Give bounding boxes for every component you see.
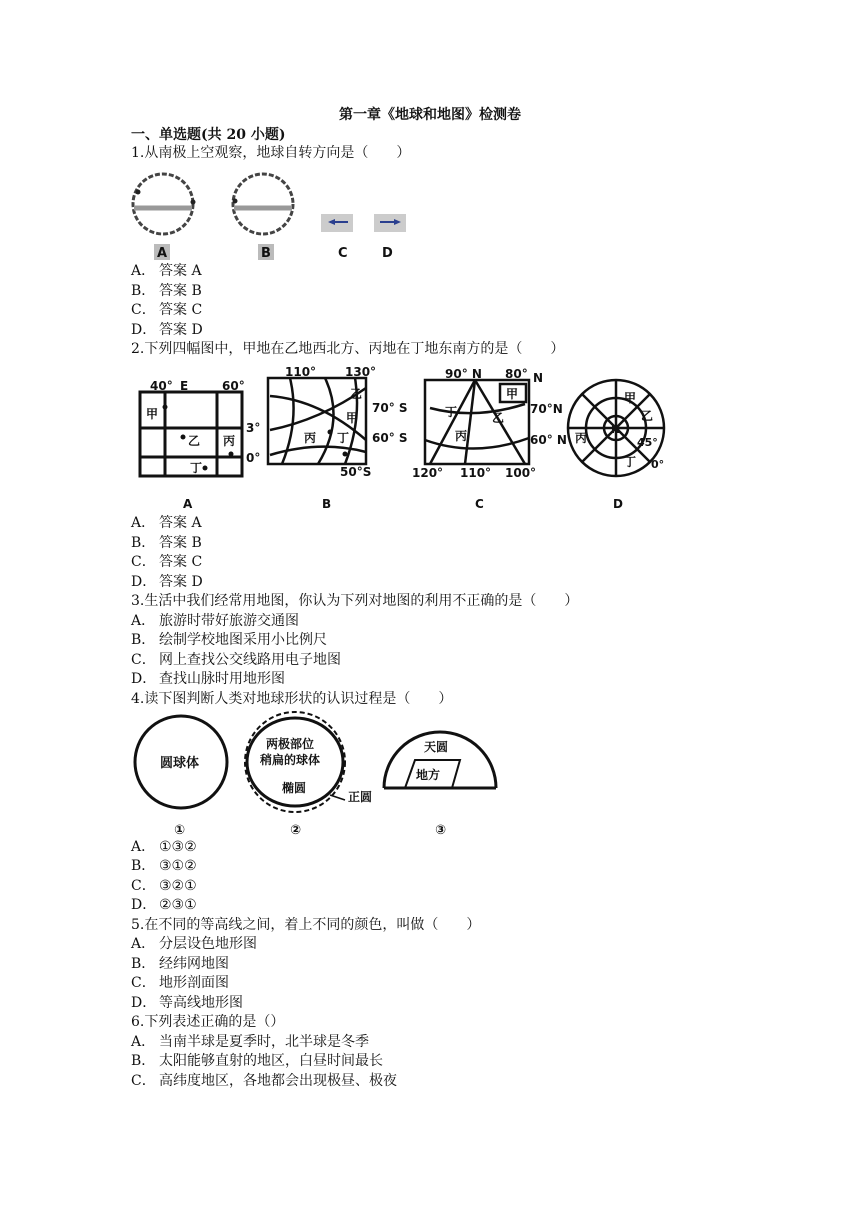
q5-option-b[interactable]: B． 经纬网地图: [131, 956, 229, 972]
q2-d-l2: 0°: [651, 458, 665, 471]
q4-option-c[interactable]: C． ③②①: [131, 878, 197, 894]
q4-label-2: ②: [290, 823, 302, 838]
q4-fig3-text-b: 地方: [416, 768, 441, 782]
q6-option-a[interactable]: A． 当南半球是夏季时，北半球是冬季: [131, 1034, 369, 1050]
q2-a-lon1: 40°: [150, 379, 173, 393]
q2-label-a: A: [183, 497, 193, 511]
q4-fig1-text: 圆球体: [160, 756, 200, 771]
q1-label-d: D: [382, 246, 393, 261]
q2-option-b[interactable]: B． 答案 B: [131, 535, 202, 551]
q3-option-a[interactable]: A． 旅游时带好旅游交通图: [131, 613, 299, 629]
q5-option-c[interactable]: C． 地形剖面图: [131, 975, 229, 991]
q2-a-p3: 丙: [223, 434, 236, 448]
q3-option-b[interactable]: B． 绘制学校地图采用小比例尺: [131, 632, 327, 648]
q2-a-lat1: 3°: [246, 421, 261, 435]
q2-option-a[interactable]: A． 答案 A: [131, 515, 202, 531]
q1-option-b[interactable]: B． 答案 B: [131, 283, 202, 299]
q6-option-c[interactable]: C． 高纬度地区，各地都会出现极昼、极夜: [131, 1073, 397, 1089]
q2-stem: 2.下列四幅图中，甲地在乙地西北方、丙地在丁地东南方的是（ ）: [131, 341, 565, 357]
q1-stem: 1.从南极上空观察，地球自转方向是（ ）: [131, 145, 411, 161]
q1-option-a[interactable]: A． 答案 A: [131, 263, 202, 279]
q2-c-bot1: 120°: [412, 466, 444, 480]
q4-option-d[interactable]: D． ②③①: [131, 897, 197, 913]
q3-stem: 3.生活中我们经常用地图，你认为下列对地图的利用不正确的是（ ）: [131, 593, 579, 609]
q4-fig2-text-d: 正圆: [348, 790, 373, 804]
q4-option-a[interactable]: A． ①③②: [131, 839, 197, 855]
q2-a-e: E: [180, 379, 189, 393]
q2-c-n: N: [533, 371, 544, 385]
section-heading: 一、单选题(共 20 小题): [131, 127, 286, 143]
q2-d-pole: N: [611, 423, 621, 436]
q4-label-1: ①: [174, 823, 186, 838]
q2-b-p2: 甲: [346, 411, 359, 425]
q2-c-bot2: 110°: [460, 466, 492, 480]
q1-label-a: A: [157, 246, 168, 261]
q3-option-c[interactable]: C． 网上查找公交线路用电子地图: [131, 652, 341, 668]
q1-option-d[interactable]: D． 答案 D: [131, 322, 203, 338]
q2-d-p1: 甲: [624, 391, 637, 405]
q2-c-p1: 甲: [506, 387, 519, 401]
q2-c-top1: 90° N: [445, 367, 482, 381]
q2-a-p2: 乙: [188, 434, 201, 448]
q3-option-d[interactable]: D． 查找山脉时用地形图: [131, 671, 285, 687]
q2-d-p3: 丙: [575, 431, 588, 445]
q4-stem: 4.读下图判断人类对地球形状的认识过程是（ ）: [131, 691, 453, 707]
q2-a-lat2: 0°: [246, 451, 261, 465]
q4-fig2-text-c: 椭圆: [282, 781, 307, 795]
q4-fig2-text-b: 稍扁的球体: [260, 753, 321, 767]
q2-c-p4: 丙: [455, 429, 468, 443]
q2-b-lon2: 130°: [345, 365, 377, 379]
q2-a-lon2: 60°: [222, 379, 245, 393]
q4-fig3-text-a: 天圆: [424, 740, 449, 754]
q2-c-p3: 乙: [492, 411, 505, 425]
q2-c-bot3: 100°: [505, 466, 537, 480]
q2-b-p4: 丁: [337, 431, 350, 445]
q2-b-p3: 丙: [304, 431, 317, 445]
q4-fig2-text-a: 两极部位: [266, 737, 315, 751]
q5-option-a[interactable]: A． 分层设色地形图: [131, 936, 257, 952]
q2-label-c: C: [475, 497, 484, 511]
q2-option-c[interactable]: C． 答案 C: [131, 554, 203, 570]
q1-option-c[interactable]: C． 答案 C: [131, 302, 203, 318]
q2-a-p1: 甲: [146, 407, 159, 421]
q2-label-b: B: [322, 497, 332, 511]
q2-c-p2: 丁: [445, 405, 458, 419]
q1-label-c: C: [338, 246, 348, 261]
q2-label-d: D: [613, 497, 623, 511]
q4-label-3: ③: [435, 823, 447, 838]
q2-b-lat2: 60° S: [372, 431, 408, 445]
q6-option-b[interactable]: B． 太阳能够直射的地区，白昼时间最长: [131, 1053, 383, 1069]
q5-option-d[interactable]: D． 等高线地形图: [131, 995, 243, 1011]
q2-c-top2: 80°: [505, 367, 528, 381]
q2-option-d[interactable]: D． 答案 D: [131, 574, 203, 590]
q2-c-lat1: 70°N: [530, 402, 563, 416]
q4-option-b[interactable]: B． ③①②: [131, 858, 197, 874]
q2-d-p4: 丁: [624, 455, 637, 469]
q2-b-lat3: 50°S: [340, 465, 372, 479]
q2-d-p2: 乙: [641, 409, 654, 423]
q2-b-lon1: 110°: [285, 365, 317, 379]
q5-stem: 5.在不同的等高线之间，着上不同的颜色，叫做（ ）: [131, 917, 481, 933]
q2-d-l1: 45°: [637, 436, 658, 449]
q6-stem: 6.下列表述正确的是（）: [131, 1014, 285, 1030]
q1-label-b: B: [261, 246, 271, 261]
q2-c-lat2: 60° N: [530, 433, 567, 447]
doc-title: 第一章《地球和地图》检测卷: [339, 107, 521, 123]
q2-b-lat1: 70° S: [372, 401, 408, 415]
q2-a-p4: 丁: [190, 461, 203, 475]
q2-b-p1: 乙: [350, 387, 363, 401]
